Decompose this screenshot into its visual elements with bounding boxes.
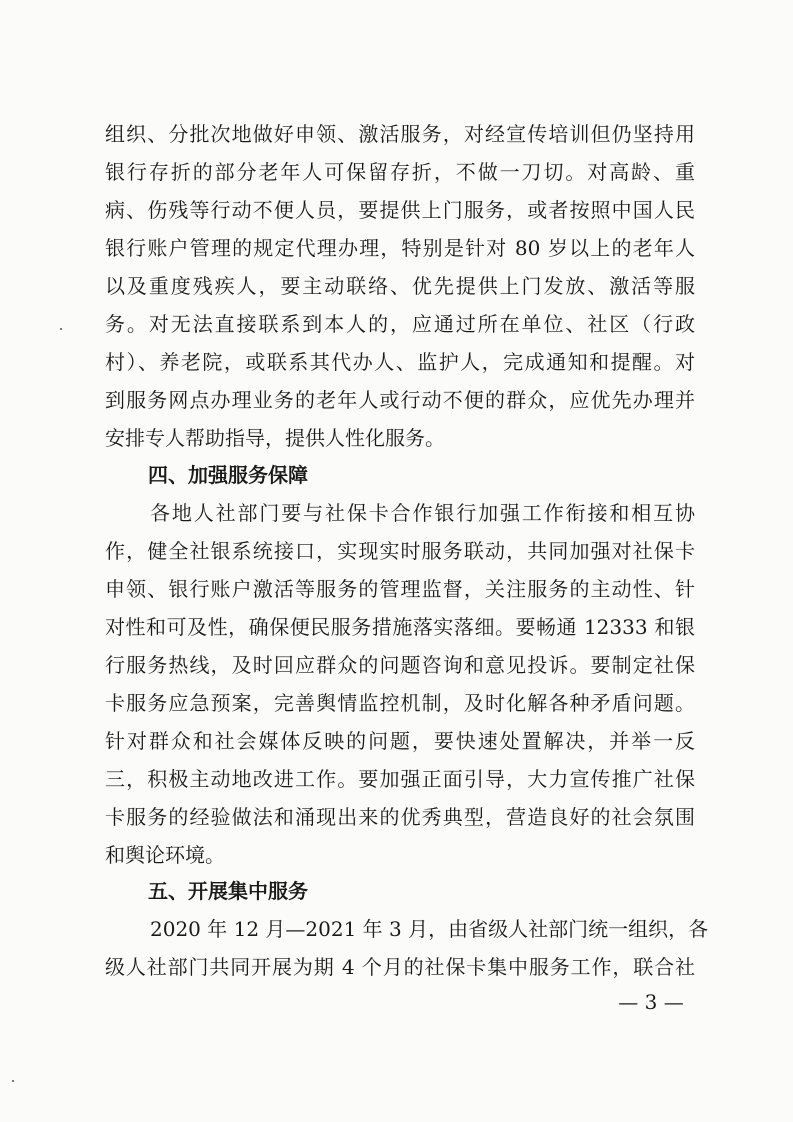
text-line: 针对群众和社会媒体反映的问题，要快速处置解决，并举一反 (105, 729, 695, 753)
page-number: — 3 — (618, 990, 684, 1014)
text-line: 病、伤残等行动不便人员，要提供上门服务，或者按照中国人民 (105, 198, 695, 222)
text-line: 卡服务应急预案，完善舆情监控机制，及时化解各种矛盾问题。 (105, 691, 695, 715)
text-line: 和舆论环境。 (105, 843, 225, 867)
text-line: 级人社部门共同开展为期 4 个月的社保卡集中服务工作，联合社 (105, 955, 695, 979)
text-line: 银行存折的部分老年人可保留存折，不做一刀切。对高龄、重 (105, 160, 695, 184)
text-line: 安排专人帮助指导，提供人性化服务。 (105, 426, 445, 450)
text-line: 到服务网点办理业务的老年人或行动不便的群众，应优先办理并 (105, 388, 695, 412)
scan-speck (60, 328, 62, 330)
text-line: 以及重度残疾人，要主动联络、优先提供上门发放、激活等服 (105, 274, 695, 298)
text-line: 三，积极主动地改进工作。要加强正面引导，大力宣传推广社保 (105, 767, 695, 791)
text-line: 作，健全社银系统接口，实现实时服务联动，共同加强对社保卡 (105, 539, 695, 563)
text-line: 对性和可及性，确保便民服务措施落实落细。要畅通 12333 和银 (105, 615, 695, 639)
text-line: 申领、银行账户激活等服务的管理监督，关注服务的主动性、针 (105, 577, 695, 601)
text-line: 银行账户管理的规定代理办理，特别是针对 80 岁以上的老年人 (105, 236, 695, 260)
scan-speck (12, 1080, 14, 1082)
section-heading: 四、加强服务保障 (148, 463, 308, 487)
text-line: 2020 年 12 月—2021 年 3 月，由省级人社部门统一组织，各 (150, 917, 709, 941)
text-line: 务。对无法直接联系到本人的，应通过所在单位、社区（行政 (105, 312, 695, 336)
text-line: 卡服务的经验做法和涌现出来的优秀典型，营造良好的社会氛围 (105, 805, 695, 829)
section-heading: 五、开展集中服务 (148, 879, 308, 903)
text-line: 各地人社部门要与社保卡合作银行加强工作衔接和相互协 (150, 501, 695, 525)
text-line: 村）、养老院，或联系其代办人、监护人，完成通知和提醒。对 (105, 350, 695, 374)
text-line: 行服务热线，及时回应群众的问题咨询和意见投诉。要制定社保 (105, 653, 695, 677)
text-line: 组织、分批次地做好申领、激活服务，对经宣传培训但仍坚持用 (105, 122, 695, 146)
